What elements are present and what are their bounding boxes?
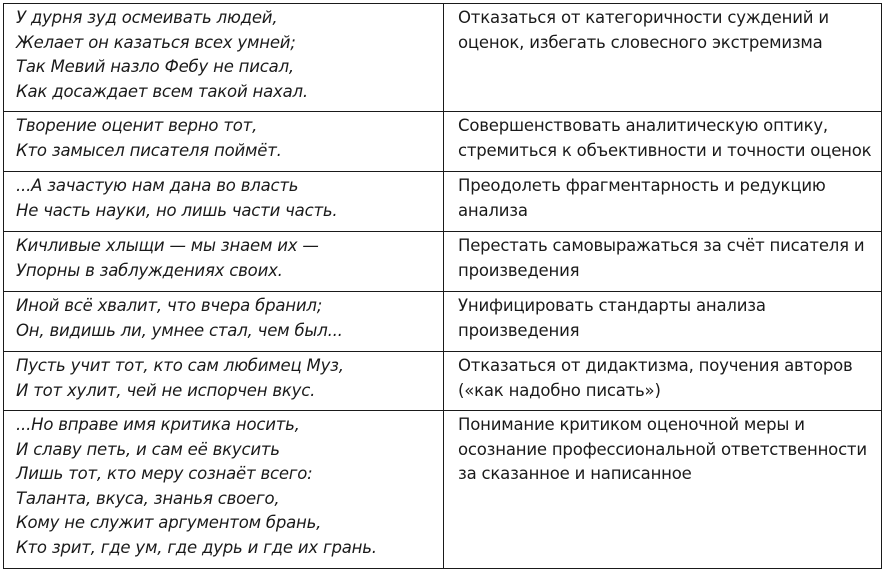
verse-line: Не часть науки, но лишь части часть. bbox=[16, 200, 338, 220]
verse-line: ...А зачастую нам дана во власть bbox=[16, 176, 299, 195]
verse-line: Творение оценит верно тот, bbox=[16, 116, 258, 135]
verse-line: Кто замысел писателя поймёт. bbox=[16, 140, 282, 160]
task-cell bbox=[444, 172, 881, 232]
task-text: Унифицировать стандарты анализа произведения bbox=[458, 296, 766, 340]
verse-line: У дурня зуд осмеивать людей, bbox=[16, 8, 278, 27]
verse-cell bbox=[4, 172, 444, 232]
task-cell bbox=[444, 292, 881, 352]
verse-line: Желает он казаться всех умней; bbox=[16, 32, 296, 52]
task-cell bbox=[444, 352, 881, 411]
verse-line: Таланта, вкуса, знанья своего, bbox=[16, 488, 280, 508]
verse-cell bbox=[4, 411, 444, 568]
task-text: Совершенствовать аналитическую оптику, стремиться к объективности и точности оценок bbox=[458, 116, 872, 160]
verse-cell bbox=[4, 112, 444, 172]
verse-line: Он, видишь ли, умнее стал, чем был... bbox=[16, 320, 343, 340]
verse-line: Как досаждает всем такой нахал. bbox=[16, 81, 308, 101]
verse-line: Кичливые хлыщи — мы знаем их — bbox=[16, 236, 319, 255]
verse-cell bbox=[4, 232, 444, 292]
task-cell bbox=[444, 411, 881, 568]
verse-line: Упорны в заблуждениях своих. bbox=[16, 260, 283, 280]
task-cell bbox=[444, 112, 881, 172]
verse-line: ...Но вправе имя критика носить, bbox=[16, 415, 300, 434]
verse-line: Пусть учит тот, кто сам любимец Муз, bbox=[16, 356, 344, 375]
verse-line: Так Мевий назло Фебу не писал, bbox=[16, 57, 294, 76]
verse-line: Кто зрит, где ум, где дурь и где их грань. bbox=[16, 537, 377, 557]
task-text: Преодолеть фрагментарность и редукцию анализа bbox=[458, 176, 826, 220]
verse-cell bbox=[4, 352, 444, 411]
verse-cell bbox=[4, 4, 444, 112]
task-text: Отказаться от дидактизма, поучения авторов («как надобно писать») bbox=[458, 356, 853, 400]
task-cell bbox=[444, 232, 881, 292]
verse-cell bbox=[4, 292, 444, 352]
critique-table bbox=[3, 3, 882, 569]
task-text: Перестать самовыражаться за счёт писателя и произведения bbox=[458, 236, 865, 280]
task-cell bbox=[444, 4, 881, 112]
verse-line: Лишь тот, кто меру сознаёт всего: bbox=[16, 464, 313, 483]
verse-line: И славу петь, и сам её вкусить bbox=[16, 439, 280, 459]
verse-line: Иной всё хвалит, что вчера бранил; bbox=[16, 296, 323, 315]
verse-line: И тот хулит, чей не испорчен вкус. bbox=[16, 380, 316, 400]
task-text: Понимание критиком оценочной меры и осознание профессиональной ответственности за сказанное и написанное bbox=[458, 415, 867, 483]
verse-line: Кому не служит аргументом брань, bbox=[16, 513, 322, 532]
task-text: Отказаться от категоричности суждений и оценок, избегать словесного экстремизма bbox=[458, 8, 829, 52]
